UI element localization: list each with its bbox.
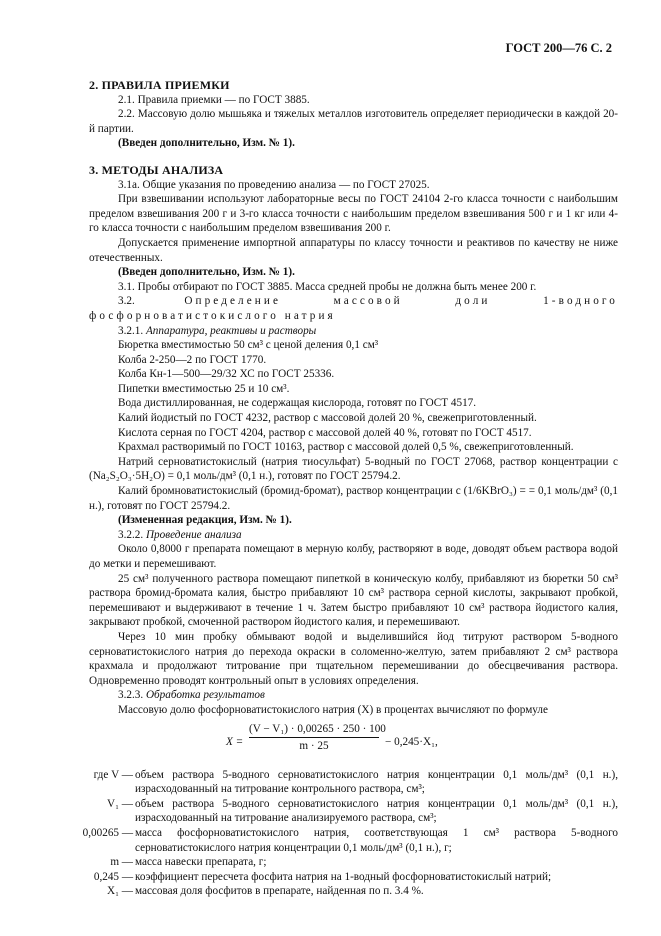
definition-text: масса навески препарата, г; — [135, 856, 267, 869]
definition-symbol: X₁ — — [107, 885, 133, 898]
definition-text: объем раствора 5-водного серноватистокислого натрия концентрации 0,1 моль/дм³ (0,1 н.), израсходованный на титрование контрольного раствора, см³; — [135, 768, 618, 796]
definition-symbol: 0,00265 — — [82, 826, 133, 839]
paragraph-3-2-3 — [89, 688, 618, 703]
formula-lhs: X = — [226, 735, 244, 748]
definition-symbol: m — — [110, 856, 133, 869]
paragraph-2-2: 2.2. Массовую долю мышьяка и тяжелых металлов изготовитель определяет периодически в каждой 20-й партии. — [89, 108, 618, 135]
paragraph-thiosulfate: Натрий серноватистокислый (натрия тиосульфат) 5-водный по ГОСТ 27068, раствор концентрации c (Na₂S₂O₃·5H₂O) = 0,1 моль/дм³ (0,1 н.), готовят по ГОСТ 25794.2. — [89, 455, 618, 483]
clause-title-spaced: Определение массовой доли 1-водного фосфорноватистокислого натрия — [89, 295, 618, 322]
clause-title: Обработка результатов — [145, 689, 265, 702]
list-item: Колба 2-250—2 по ГОСТ 1770. — [118, 353, 267, 366]
list-item: Кислота серная по ГОСТ 4204, раствор с массовой долей 40 %, готовят по ГОСТ 4517. — [118, 426, 532, 439]
clause-number: 3.2.1. — [118, 324, 144, 337]
list-item: Пипетки вместимостью 25 и 10 см³. — [118, 382, 290, 395]
paragraph-formula-intro: Массовую долю фосфорноватистокислого натрия (X) в процентах вычисляют по формуле — [118, 703, 548, 716]
clause-number: 3.2.3. — [118, 689, 144, 702]
formula-numerator: (V − V₁) · 0,00265 · 250 · 100 — [249, 722, 379, 739]
definition-text: объем раствора 5-водного серноватистокислого натрия концентрации 0,1 моль/дм³ (0,1 н.), израсходованный на титрование анализируемого раствора, см³; — [135, 797, 618, 825]
paragraph-import: Допускается применение импортной аппаратуры по классу точности и реактивов по качеству не ниже отечественных. — [89, 236, 618, 264]
section-3-heading: 3. МЕТОДЫ АНАЛИЗА — [89, 162, 224, 177]
definition-text: коэффициент пересчета фосфита натрия на 1-водный фосфорноватистокислый натрий; — [135, 870, 552, 883]
formula — [89, 722, 618, 762]
clause-title: Аппаратура, реактивы и растворы — [145, 324, 317, 337]
formula-definitions — [82, 768, 618, 899]
definition-row — [89, 797, 618, 826]
paragraph-3-2 — [89, 294, 618, 323]
formula-tail: − 0,245·X₁, — [385, 735, 438, 748]
list-item: Колба Кн-1—500—29/32 ХС по ГОСТ 25336. — [118, 368, 335, 381]
definition-symbol: где V — — [93, 768, 133, 781]
clause-title: Проведение анализа — [145, 528, 242, 541]
paragraph-3-1a: 3.1а. Общие указания по проведению анализа — по ГОСТ 27025. — [118, 178, 430, 191]
paragraph-titration: Через 10 мин пробку обмывают водой и выделившийся йод титруют раствором 5-водного серноватистокислого натрия до перехода окраски в соломенно-желтую, затем прибавляют 2 см³ раствора крахмала и продолжают титрование при тщательном перемешивании до обесцвечивания раствора. Одновременно проводят контрольный опыт в условиях определения. — [89, 630, 618, 687]
formula-fraction — [249, 722, 386, 754]
list-item: Бюретка вместимостью 50 см³ с ценой деления 0,1 см³ — [118, 339, 379, 352]
paragraph-sample: Около 0,8000 г препарата помещают в мерную колбу, растворяют в воде, доводят объем раствора водой до метки и перемешивают. — [89, 543, 618, 570]
paragraph-3-1: 3.1. Пробы отбирают по ГОСТ 3885. Масса средней пробы не должна быть менее 200 г. — [118, 280, 537, 293]
definition-text: масса фосфорноватистокислого натрия, соответствующая 1 см³ раствора 5-водного серноватистокислого натрия концентрации 0,1 моль/дм³ (0,1 н.), г; — [135, 826, 618, 854]
definition-symbol: 0,245 — — [93, 870, 133, 883]
formula-denominator: m · 25 — [299, 740, 329, 753]
paragraph-3-2-2 — [89, 528, 618, 543]
amendment-note: (Измененная редакция, Изм. № 1). — [118, 514, 292, 527]
list-item: Крахмал растворимый по ГОСТ 10163, раствор с массовой долей 0,5 %, свежеприготовленный. — [118, 441, 574, 454]
definition-row — [89, 768, 618, 797]
definition-row — [82, 826, 618, 855]
clause-number: 3.2.2. — [118, 528, 144, 541]
definition-row — [89, 870, 618, 885]
paragraph-3-2-1 — [89, 324, 618, 339]
paragraph-2-1: 2.1. Правила приемки — по ГОСТ 3885. — [118, 93, 310, 106]
clause-number: 3.2. — [118, 295, 135, 308]
list-item: Вода дистиллированная, не содержащая кислорода, готовят по ГОСТ 4517. — [118, 397, 477, 410]
list-item: Калий йодистый по ГОСТ 4232, раствор с массовой долей 20 %, свежеприготовленный. — [118, 412, 537, 425]
section-2-heading: 2. ПРАВИЛА ПРИЕМКИ — [89, 78, 230, 92]
paragraph-titration-prep: 25 см³ полученного раствора помещают пипеткой в коническую колбу, прибавляют из бюретки 50 см³ раствора бромид-бромата калия, быстро прибавляют 10 см³ раствора серной кислоты, закрывают пробкой, перемешивают и выдерживают в течение 1 ч. Затем быстро прибавляют 10 см³ раствора йодистого калия, закрывают пробкой, смоченной раствором йодистого калия, и перемешивают. — [89, 572, 618, 629]
paragraph-weighing: При взвешивании используют лабораторные весы по ГОСТ 24104 2-го класса точности с наибольшим пределом взвешивания 200 г и 3-го класса точности с наибольшим пределом взвешивания 500 г и 1 кг или 4-го класса точности с наибольшим пределом взвешивания 200 г. — [89, 193, 618, 235]
definition-text: массовая доля фосфитов в препарате, найденная по п. 3.4 %. — [135, 885, 424, 898]
definition-row — [89, 884, 618, 899]
running-header: ГОСТ 200—76 С. 2 — [505, 41, 612, 55]
definition-symbol: V₁ — — [107, 797, 133, 810]
definition-row — [89, 855, 618, 870]
amendment-note: (Введен дополнительно, Изм. № 1). — [118, 266, 295, 279]
paragraph-bromate: Калий бромноватистокислый (бромид-бромат), раствор концентрации c (1/6KBrO₃) = = 0,1 моль/дм³ (0,1 н.), готовят по ГОСТ 25794.2. — [89, 485, 618, 512]
amendment-note: (Введен дополнительно, Изм. № 1). — [118, 137, 295, 150]
document-body — [82, 78, 618, 899]
